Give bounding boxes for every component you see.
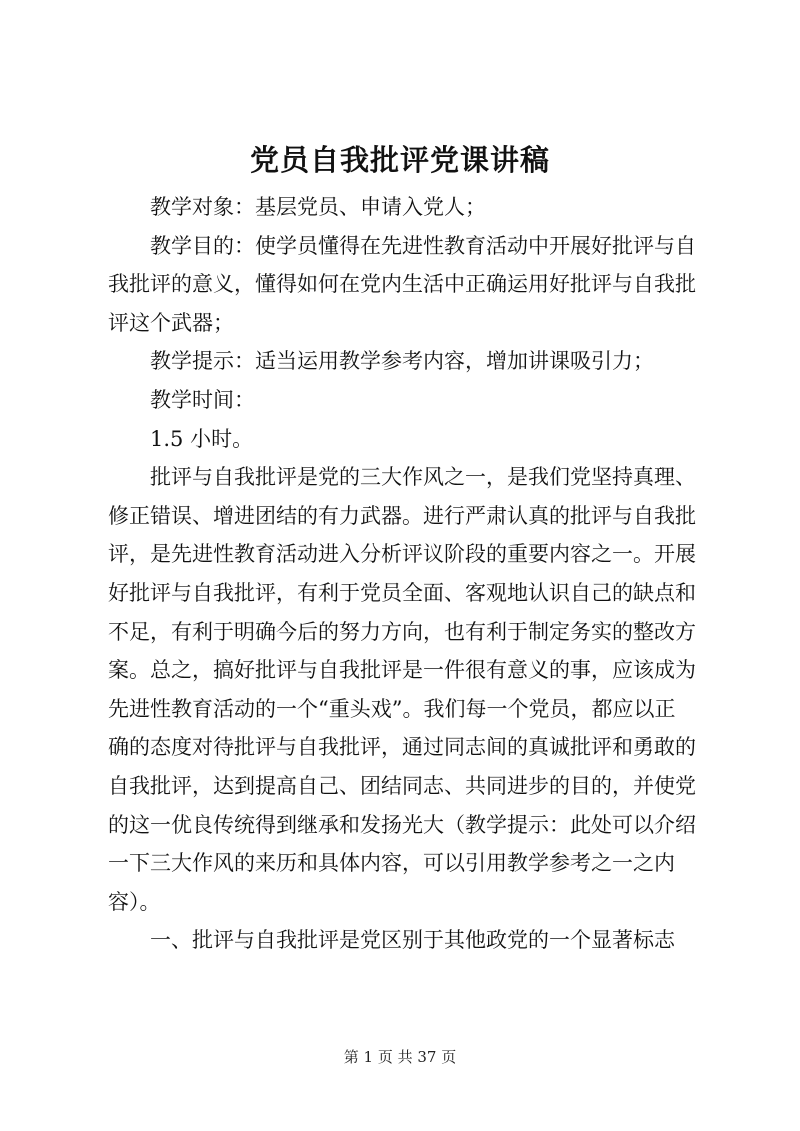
- paragraph-line: 批评与自我批评是党的三大作风之一，是我们党坚持真理、: [150, 465, 696, 490]
- paragraph-line: 教学提示：适当运用教学参考内容，增加讲课吸引力；: [150, 349, 654, 374]
- document-body: [108, 188, 700, 960]
- paragraph-line: 1.5 小时。: [150, 426, 254, 451]
- paragraph-line: 自我批评，达到提高自己、团结同志、共同进步的目的，并使党: [108, 773, 696, 798]
- paragraph-line: 确的态度对待批评与自我批评，通过同志间的真诚批评和勇敢的: [108, 735, 696, 760]
- paragraph-line: 评，是先进性教育活动进入分析评议阶段的重要内容之一。开展: [108, 542, 696, 567]
- paragraph-line: 教学对象：基层党员、申请入党人；: [150, 195, 486, 219]
- document-title: 党员自我批评党课讲稿: [249, 143, 550, 177]
- paragraph-line: 我批评的意义，懂得如何在党内生活中正确运用好批评与自我批: [108, 272, 696, 297]
- paragraph-line: 的这一优良传统得到继承和发扬光大（教学提示：此处可以介绍: [108, 812, 696, 837]
- paragraph-line: 教学目的：使学员懂得在先进性教育活动中开展好批评与自: [150, 233, 696, 258]
- paragraph-line: 案。总之，搞好批评与自我批评是一件很有意义的事，应该成为: [108, 658, 696, 683]
- paragraph-line: 先进性教育活动的一个“重头戏”。我们每一个党员，都应以正: [108, 696, 676, 721]
- paragraph-line: 修正错误、增进团结的有力武器。进行严肃认真的批评与自我批: [108, 503, 696, 528]
- paragraph-line: 不足，有利于明确今后的努力方向，也有利于制定务实的整改方: [108, 619, 696, 644]
- paragraph-line: 一下三大作风的来历和具体内容，可以引用教学参考之一之内: [108, 851, 675, 876]
- paragraph-line: 好批评与自我批评，有利于党员全面、客观地认识自己的缺点和: [108, 580, 696, 605]
- paragraph-line: 教学时间：: [150, 387, 255, 412]
- paragraph-line: 评这个武器；: [108, 310, 234, 335]
- section-heading: 一、批评与自我批评是党区别于其他政党的一个显著标志: [150, 928, 675, 953]
- paragraph-line: 容）。: [108, 889, 161, 914]
- page-number-footer: 第 1 页 共 37 页: [343, 1048, 457, 1066]
